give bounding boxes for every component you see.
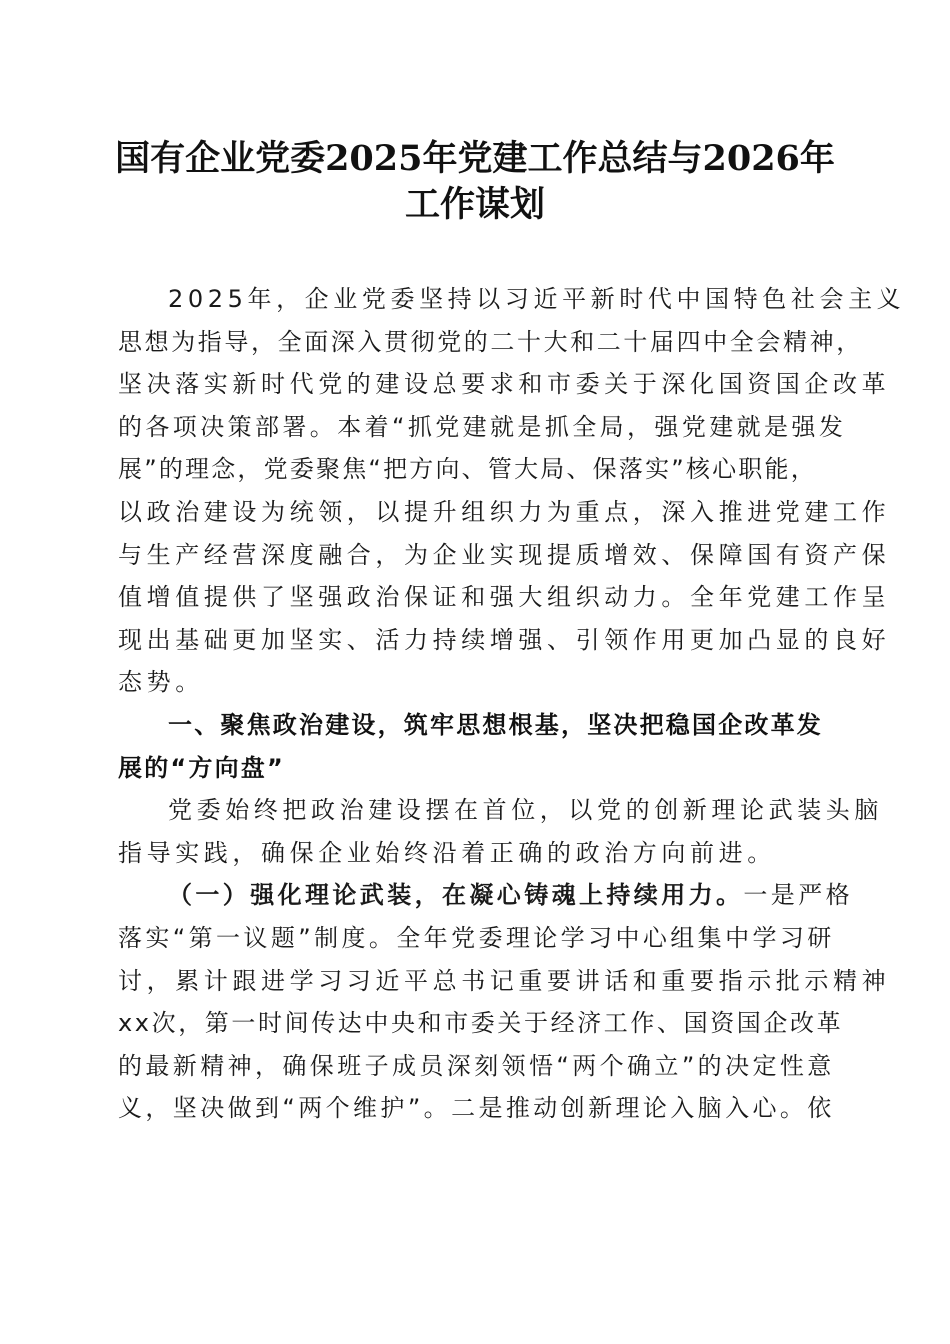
text-line: 与生产经营深度融合，为企业实现提质增效、保障国有资产保 [118, 540, 891, 569]
text-line: 现出基础更加坚实、活力持续增强、引领作用更加凸显的良好 [118, 625, 891, 654]
text-line: 的各项决策部署。本着“抓党建就是抓全局，强党建就是强发 [118, 412, 847, 441]
text-line: 以政治建设为统领，以提升组织力为重点，深入推进党建工作 [118, 497, 891, 526]
text-line: 义，坚决做到“两个维护”。二是推动创新理论入脑入心。依 [118, 1094, 835, 1123]
heading-line: 一、聚焦政治建设，筑牢思想根基，坚决把稳国企改革发 [168, 710, 823, 739]
text-line: 指导实践，确保企业始终沿着正确的政治方向前进。 [118, 838, 776, 867]
text-line: xx次，第一时间传达中央和市委关于经济工作、国资国企改革 [118, 1009, 844, 1038]
document-title [100, 136, 850, 228]
text-line: 落实“第一议题”制度。全年党委理论学习中心组集中学习研 [118, 923, 835, 952]
text-line: 坚决落实新时代党的建设总要求和市委关于深化国资国企改革 [118, 370, 891, 399]
text-line: 讨，累计跟进学习习近平总书记重要讲话和重要指示批示精神 [118, 966, 891, 995]
text-line: 2025年，企业党委坚持以习近平新时代中国特色社会主义 [168, 285, 906, 313]
document-body [118, 278, 906, 1130]
subsection-1-first-rest: 一是严格 [743, 881, 854, 910]
text-line: 党委始终把政治建设摆在首位，以党的创新理论武装头脑 [168, 796, 883, 825]
section-1-intro [118, 789, 883, 874]
text-line: 的最新精神，确保班子成员深刻领悟“两个确立”的决定性意 [118, 1051, 835, 1080]
text-line: 值增值提供了坚强政治保证和强大组织动力。全年党建工作呈 [118, 583, 891, 612]
text-line: 思想为指导，全面深入贯彻党的二十大和二十届四中全会精神， [118, 327, 863, 356]
text-line [118, 874, 854, 917]
heading-line: 展的“方向盘” [118, 753, 285, 782]
text-line: 态势。 [118, 668, 204, 697]
intro-paragraph [118, 278, 906, 704]
subsection-1-lead: （一）强化理论武装，在凝心铸魂上持续用力。 [168, 881, 744, 910]
text-line: 展”的理念，党委聚焦“把方向、管大局、保落实”核心职能， [118, 455, 817, 484]
section-1-heading [118, 704, 848, 789]
title-line-1: 国有企业党委2025年党建工作总结与2026年 [115, 138, 835, 179]
title-line-2: 工作谋划 [404, 184, 545, 225]
subsection-1 [118, 874, 891, 1130]
